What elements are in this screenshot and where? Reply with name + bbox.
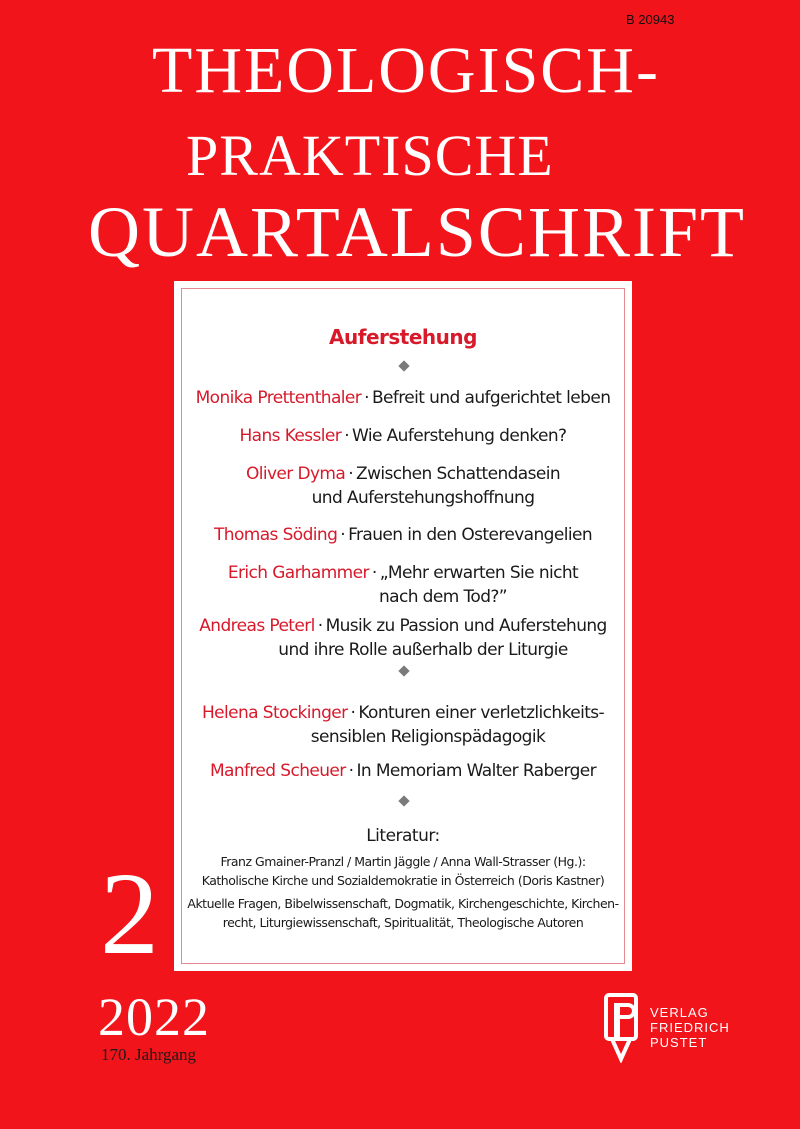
toc-separator: · (317, 616, 323, 636)
toc-entry (174, 561, 632, 609)
title-line-1: THEOLOGISCH- (152, 34, 660, 107)
publisher-line: VERLAG (650, 1005, 709, 1020)
toc-entry-title: Befreit und aufgerichtet leben (371, 388, 611, 408)
toc-separator: · (350, 703, 356, 723)
toc-entry-title: Zwischen Schattendasein (356, 464, 561, 484)
catalog-code: B 20943 (626, 12, 675, 27)
toc-entry-author: Thomas Söding (213, 525, 338, 545)
toc-entry-author: Erich Garhammer (227, 563, 369, 583)
publisher-line: FRIEDRICH (650, 1020, 730, 1035)
toc-entry-author: Hans Kessler (239, 426, 342, 446)
toc-entry (174, 462, 632, 510)
toc-entry-author: Oliver Dyma (245, 464, 346, 484)
toc-entry-title: Musik zu Passion und Auferstehung (325, 616, 607, 636)
literature-line: Franz Gmainer-Pranzl / Martin Jäggle / Anna Wall-Strasser (Hg.): (220, 854, 586, 869)
toc-separator: · (371, 563, 377, 583)
toc-entry-title: Konturen einer verletzlichkeits- (358, 703, 605, 723)
toc-separator: · (344, 426, 349, 446)
toc-entry (174, 386, 632, 410)
toc-entry-title: „Mehr erwarten Sie nicht (379, 563, 579, 583)
literature-line: recht, Liturgiewissenschaft, Spiritualität, Theologische Autoren (222, 915, 584, 930)
publisher-block (598, 993, 748, 1063)
issue-year: 2022 (98, 987, 210, 1047)
toc-entry-title: In Memoriam Walter Raberger (356, 761, 597, 781)
issue-number: 2 (100, 848, 159, 979)
toc-separator: · (348, 761, 354, 781)
toc-entry (174, 614, 632, 662)
toc-entry-author: Andreas Peterl (199, 616, 315, 636)
literature-line: Aktuelle Fragen, Bibelwissenschaft, Dogmatik, Kirchengeschichte, Kirchen- (187, 896, 619, 911)
publisher-name (650, 1005, 730, 1050)
toc-entry (174, 759, 632, 783)
toc-separator: · (348, 464, 354, 484)
toc-entry-title-cont: nach dem Tod?” (378, 587, 508, 607)
toc-entry (174, 523, 632, 547)
toc-entry-author: Manfred Scheuer (209, 761, 346, 781)
toc-heading: Auferstehung (329, 325, 477, 349)
toc-entry (174, 701, 632, 749)
title-line-3: QUARTALSCHRIFT (88, 192, 746, 272)
toc-separator: · (340, 525, 346, 545)
toc-entry-title-cont: und ihre Rolle außerhalb der Liturgie (278, 640, 568, 660)
toc-entry-author: Monika Prettenthaler (195, 388, 362, 408)
volume-label: 170. Jahrgang (101, 1045, 197, 1064)
toc-entry-title-cont: und Auferstehungshoffnung (311, 488, 535, 508)
toc-entry-title: Wie Auferstehung denken? (352, 426, 567, 446)
table-of-contents (174, 281, 632, 971)
toc-entry-author: Helena Stockinger (201, 703, 348, 723)
toc-entry (174, 424, 632, 448)
literature-line: Katholische Kirche und Sozialdemokratie in Österreich (Doris Kastner) (201, 873, 605, 888)
toc-separator: · (364, 388, 369, 408)
title-line-2: PRAKTISCHE (186, 123, 554, 188)
publisher-line: PUSTET (650, 1035, 708, 1050)
pustet-fp-logo-icon (598, 993, 644, 1063)
literature-label: Literatur: (366, 826, 440, 846)
toc-entry-title: Frauen in den Osterevangelien (348, 525, 592, 545)
toc-entry-title-cont: sensiblen Religionspädagogik (310, 727, 546, 747)
